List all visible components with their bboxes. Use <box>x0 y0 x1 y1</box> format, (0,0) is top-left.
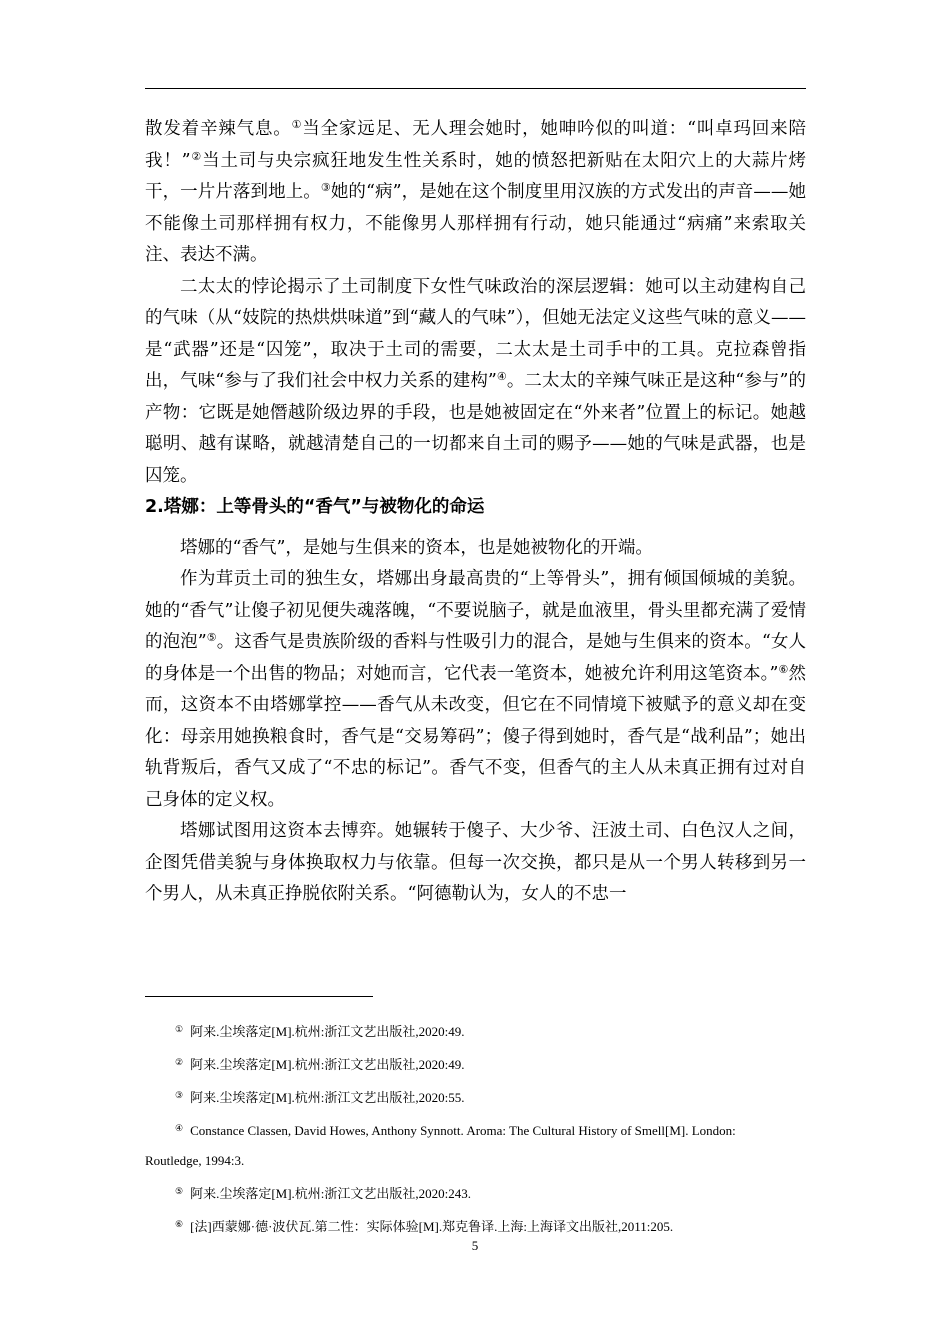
text-run: 散发着辛辣气息。 <box>145 119 292 139</box>
footnote-ref-6[interactable]: ⑥ <box>778 662 789 676</box>
footnote-text: 阿来.尘埃落定[M].杭州:浙江文艺出版社,2020:49. <box>190 1024 465 1039</box>
text-run: 当全家远足、无人理会她时，她呻吟似的叫道：“叫卓玛回来陪我！” <box>145 119 806 171</box>
page-number: 5 <box>471 1238 479 1253</box>
footnote-text: 阿来.尘埃落定[M].杭州:浙江文艺出版社,2020:243. <box>190 1186 472 1201</box>
footnote-1 <box>145 1014 806 1047</box>
footnote-separator <box>145 996 373 997</box>
paragraph-1 <box>145 114 806 272</box>
footnote-mark: ② <box>175 1057 184 1067</box>
footnote-ref-2[interactable]: ② <box>190 149 203 163</box>
text-run: 。二太太的辛辣气味正是这种“参与”的产物：它既是她僭越阶级边界的手段，也是她被固定在“外来者”位置上的标记。她越聪明、越有谋略，就越清楚自己的一切都来自土司的赐予——她的气味是武器，也是囚笼。 <box>145 371 806 486</box>
footnote-mark: ④ <box>175 1123 184 1133</box>
footnote-text: [法]西蒙娜·德·波伏瓦.第二性：实际体验[M].郑克鲁译.上海:上海译文出版社,2011:205. <box>190 1219 674 1234</box>
footnote-text: 阿来.尘埃落定[M].杭州:浙江文艺出版社,2020:49. <box>190 1057 465 1072</box>
footnote-mark: ① <box>175 1024 184 1034</box>
footnote-5 <box>145 1176 806 1209</box>
footnote-ref-5[interactable]: ⑤ <box>206 631 217 644</box>
text-run: 。这香气是贵族阶级的香料与性吸引力的混合，是她与生俱来的资本。“女人的身体是一个出售的物品；对她而言，它代表一笔资本，她被允许利用这笔资本。” <box>145 632 806 684</box>
footnote-4 <box>145 1113 806 1176</box>
body-text <box>145 114 806 911</box>
footnote-mark: ⑥ <box>175 1219 184 1229</box>
footnote-text-continued: Routledge, 1994:3. <box>145 1153 245 1168</box>
footnote-ref-1[interactable]: ① <box>291 118 303 131</box>
paragraph-5: 塔娜试图用这资本去博弈。她辗转于傻子、大少爷、汪波土司、白色汉人之间，企图凭借美貌与身体换取权力与依靠。但每一次交换，都只是从一个男人转移到另一个男人，从未真正挣脱依附关系。“阿德勒认为，女人的不忠一 <box>145 821 806 904</box>
footnote-text: 阿来.尘埃落定[M].杭州:浙江文艺出版社,2020:55. <box>190 1090 465 1105</box>
paragraph-3: 塔娜的“香气”，是她与生俱来的资本，也是她被物化的开端。 <box>180 537 653 558</box>
footnote-ref-3[interactable]: ③ <box>320 181 331 194</box>
text-run: 她的“病”，是她在这个制度里用汉族的方式发出的声音——她不能像土司那样拥有权力，不能像男人那样拥有行动，她只能通过“病痛”来索取关注、表达不满。 <box>145 182 806 265</box>
section-heading: 2.塔娜：上等骨头的“香气”与被物化的命运 <box>145 497 485 517</box>
text-run: 当土司与央宗疯狂地发生性关系时，她的愤怒把新贴在太阳穴上的大蒜片烤干，一片片落到地上。 <box>145 150 806 202</box>
footnote-mark: ③ <box>175 1090 184 1100</box>
paragraph-4 <box>145 564 806 816</box>
footnote-2 <box>145 1047 806 1080</box>
text-run: 二太太的悖论揭示了土司制度下女性气味政治的深层逻辑：她可以主动建构自己的气味（从“妓院的热烘烘味道”到“藏人的气味”），但她无法定义这些气味的意义——是“武器”还是“囚笼”，取决于土司的需要，二太太是土司手中的工具。克拉森曾指出，气味“参与了我们社会中权力关系的建构” <box>145 276 806 391</box>
footnote-3 <box>145 1080 806 1113</box>
header-rule <box>145 88 806 89</box>
footnote-text: Constance Classen, David Howes, Anthony Synnott. Aroma: The Cultural History of Smell[M]. London: <box>190 1123 736 1138</box>
text-run: 作为茸贡土司的独生女，塔娜出身最高贵的“上等骨头”，拥有倾国倾城的美貌。她的“香气”让傻子初见便失魂落魄，“不要说脑子，就是血液里，骨头里都充满了爱情的泡泡” <box>145 569 806 652</box>
footnote-mark: ⑤ <box>175 1186 184 1196</box>
footnotes <box>145 1014 806 1242</box>
paragraph-2 <box>145 272 806 493</box>
footnote-ref-4[interactable]: ④ <box>496 370 507 383</box>
text-run: 然而，这资本不由塔娜掌控——香气从未改变，但它在不同情境下被赋予的意义却在变化：母亲用她换粮食时，香气是“交易筹码”；傻子得到她时，香气是“战利品”；她出轨背叛后，香气又成了“不忠的标记”。香气不变，但香气的主人从未真正拥有过对自己身体的定义权。 <box>145 663 806 810</box>
